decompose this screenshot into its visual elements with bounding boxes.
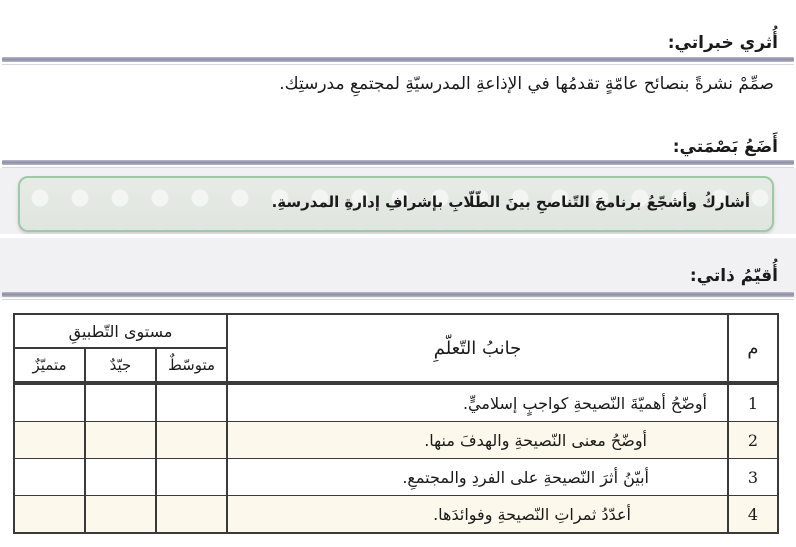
table-header-level: مستوى التّطبيقِ: [68, 321, 173, 341]
lower-band: [0, 238, 796, 298]
row-aspect-text: أعدّدُ ثمراتِ النّصيحةِ وفوائدَها.: [433, 504, 631, 524]
rating-cell-good[interactable]: [86, 422, 155, 458]
table-header-aspect: جانبُ التّعلّمِ: [433, 337, 522, 359]
rating-cell-good[interactable]: [86, 459, 155, 495]
row-aspect-text: أوضّحُ معنى النّصيحةِ والهدفَ منها.: [424, 430, 647, 450]
row-number: 1: [747, 393, 759, 413]
section-divider: [2, 160, 794, 165]
rating-cell-excellent[interactable]: [15, 496, 84, 532]
rating-cell-medium[interactable]: [157, 422, 226, 458]
section-title-participation: أَضَعُ بَصْمَتي:: [672, 137, 778, 157]
section-divider: [2, 57, 794, 62]
rating-cell-excellent[interactable]: [15, 459, 84, 495]
rating-cell-medium[interactable]: [157, 459, 226, 495]
rating-cell-medium[interactable]: [157, 496, 226, 532]
level-good: جيّدٌ: [109, 356, 132, 374]
level-medium: متوسّطٌ: [167, 356, 216, 374]
level-excellent: متميّزٌ: [32, 356, 67, 374]
rating-cell-excellent[interactable]: [15, 385, 84, 421]
rating-cell-good[interactable]: [86, 496, 155, 532]
table-border: [777, 313, 779, 534]
row-aspect-text: أوضّحُ أهميّةَ النّصيحةِ كواجبٍ إسلاميٍّ.: [462, 393, 707, 413]
rating-cell-good[interactable]: [86, 385, 155, 421]
table-header-num: م: [747, 337, 759, 359]
section-title-self-assessment: أُقيّمُ ذاتي:: [689, 266, 778, 286]
experience-activity-text: صمِّمْ نشرةً بنصائح عامّةٍ تقدمُها في الإذاعةِ المدرسيّةِ لمجتمعِ مدرستِك.: [279, 74, 774, 94]
table-border: [13, 532, 779, 534]
rating-cell-excellent[interactable]: [15, 422, 84, 458]
row-number: 2: [747, 430, 759, 450]
section-title-experience: أُثري خبراتي:: [667, 33, 778, 53]
row-number: 3: [747, 467, 759, 487]
participation-note-text: أشاركُ وأشجّعُ برنامجَ التّناصحِ بينَ الطّلّابِ بإشرافِ إدارةِ المدرسةِ.: [271, 193, 750, 211]
rating-cell-medium[interactable]: [157, 385, 226, 421]
row-number: 4: [747, 504, 759, 524]
participation-note-box: [18, 176, 774, 232]
section-divider: [2, 292, 794, 297]
row-aspect-text: أبيّنُ أثرَ النّصيحةِ على الفردِ والمجتمعِ.: [402, 467, 649, 487]
